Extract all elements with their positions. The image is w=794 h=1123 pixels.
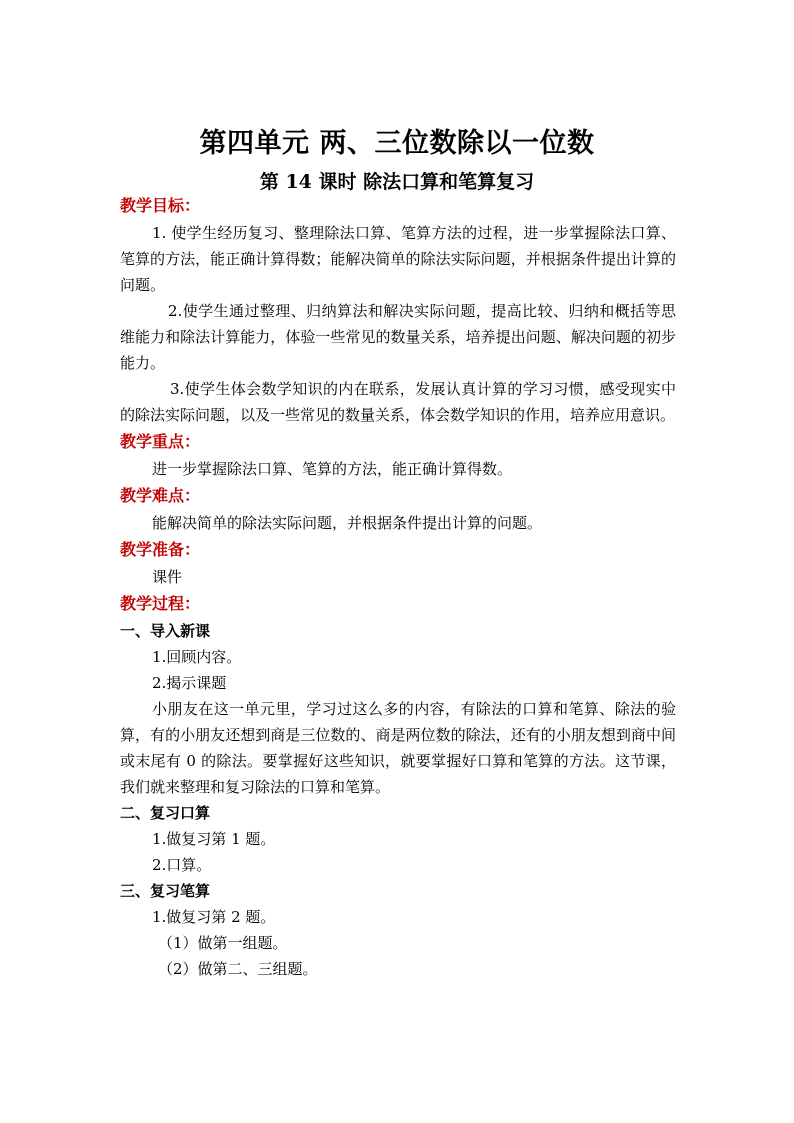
key-points-text: 进一步掌握除法口算、笔算的方法，能正确计算得数。 bbox=[152, 460, 513, 478]
process-heading: 教学过程： bbox=[120, 594, 201, 613]
lesson-subtitle: 第 14 课时 除法口算和笔算复习 bbox=[259, 171, 535, 193]
difficulties-heading: 教学难点： bbox=[120, 486, 201, 505]
section-3-item-1: 1.做复习第 2 题。 bbox=[152, 908, 276, 926]
document-title: 第四单元 两、三位数除以一位数 bbox=[199, 128, 595, 159]
section-1-paragraph: 小朋友在这一单元里，学习过这么多的内容，有除法的口算和笔算、除法的验算，有的小朋友还想到商是三位数的、商是两位数的除法，还有的小朋友想到商中间或末尾有 0 的除法。要掌握好这些知识，就要掌握好口算和笔算的方法。这节课，我们就来整理和复习除法的口算和笔算。 bbox=[120, 700, 676, 796]
preparation-heading: 教学准备： bbox=[120, 540, 201, 559]
section-2-item-2: 2.口算。 bbox=[152, 856, 212, 874]
section-2-title: 二、复习口算 bbox=[120, 804, 211, 822]
objective-item-2: 2.使学生通过整理、归纳算法和解决实际问题，提高比较、归纳和概括等思维能力和除法计算能力，体验一些常见的数量关系，培养提出问题、解决问题的初步能力。 bbox=[120, 302, 676, 372]
objective-item-3: 3.使学生体会数学知识的内在联系，发展认真计算的学习习惯，感受现实中的除法实际问题，以及一些常见的数量关系，体会数学知识的作用，培养应用意识。 bbox=[120, 380, 676, 424]
key-points-heading: 教学重点： bbox=[120, 432, 201, 451]
objectives-heading: 教学目标： bbox=[120, 196, 201, 215]
section-2-item-1: 1.做复习第 1 题。 bbox=[152, 830, 276, 848]
section-3-subitem-2: （2）做第二、三组题。 bbox=[158, 960, 318, 978]
section-1-item-1: 1.回顾内容。 bbox=[152, 648, 242, 666]
section-1-title: 一、导入新课 bbox=[120, 622, 211, 640]
document-body bbox=[120, 192, 676, 982]
preparation-text: 课件 bbox=[152, 568, 183, 586]
section-1-item-2: 2.揭示课题 bbox=[152, 674, 227, 692]
difficulties-text: 能解决简单的除法实际问题，并根据条件提出计算的问题。 bbox=[152, 514, 543, 532]
section-3-title: 三、复习笔算 bbox=[120, 882, 211, 900]
objective-item-1: 1. 使学生经历复习、整理除法口算、笔算方法的过程，进一步掌握除法口算、笔算的方法，能正确计算得数；能解决简单的除法实际问题，并根据条件提出计算的问题。 bbox=[120, 224, 676, 294]
section-3-subitem-1: （1）做第一组题。 bbox=[158, 934, 288, 952]
